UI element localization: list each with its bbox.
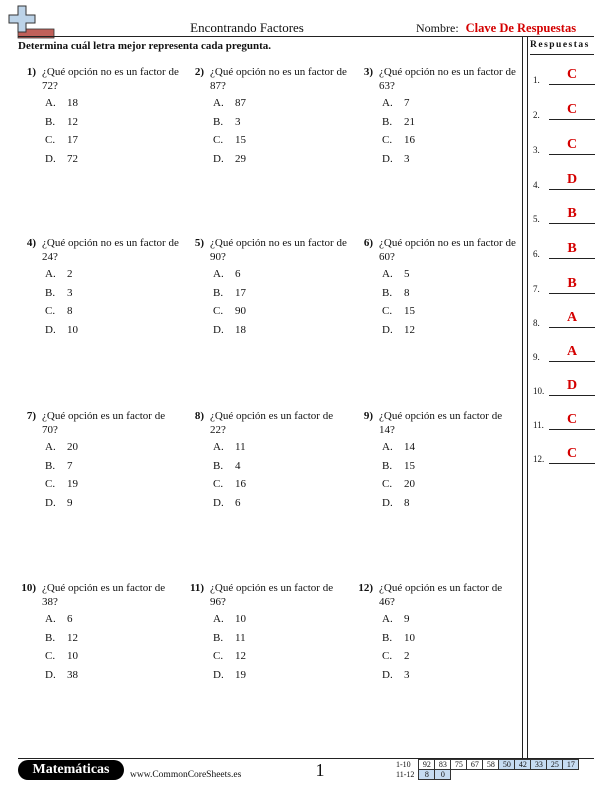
question-number: 7) [26, 410, 36, 422]
option-value: 2 [404, 650, 410, 662]
option [213, 668, 246, 687]
option-letter: A. [213, 268, 224, 280]
page-number: 1 [315, 760, 325, 780]
option [213, 477, 246, 496]
option-value: 6 [67, 613, 73, 625]
question-text: ¿Qué opción no es un factor de 90? [210, 237, 347, 263]
option-letter: B. [213, 286, 224, 299]
question-number: 3) [363, 66, 373, 78]
answer-value: A [566, 344, 578, 359]
option-value: 38 [67, 668, 78, 681]
answer-row [533, 203, 595, 225]
option-value: 72 [67, 152, 78, 165]
option-letter: A. [382, 441, 393, 453]
option [45, 496, 78, 515]
answer-row [533, 134, 595, 156]
header-divider [18, 36, 594, 37]
option [45, 459, 78, 478]
answer-line [549, 327, 595, 328]
option-letter: C. [213, 305, 224, 317]
option-value: 15 [404, 305, 415, 317]
question-text: ¿Qué opción es un factor de 70? [42, 410, 166, 436]
option [213, 286, 246, 305]
name-value: Clave De Respuestas [465, 21, 577, 35]
answer-line [549, 154, 595, 155]
option-value: 18 [67, 97, 78, 109]
option-list [45, 612, 78, 686]
option-letter: B. [382, 286, 393, 299]
option-value: 7 [404, 97, 410, 109]
option-value: 10 [235, 613, 246, 625]
option-value: 8 [67, 305, 73, 317]
option-value: 12 [235, 650, 246, 662]
answer-value: D [566, 172, 578, 187]
question-number: 10) [21, 582, 36, 594]
option [45, 286, 78, 305]
question-number: 4) [26, 237, 36, 249]
answer-column-divider [522, 36, 523, 758]
option [382, 477, 415, 496]
option-value: 16 [235, 478, 246, 490]
option-letter: A. [382, 97, 393, 109]
option [45, 133, 78, 152]
question-text: ¿Qué opción no es un factor de 72? [42, 66, 179, 92]
option [382, 459, 415, 478]
option [382, 612, 415, 631]
option [213, 459, 246, 478]
answer-row [533, 409, 595, 431]
answer-number: 2. [533, 110, 540, 120]
option [45, 631, 78, 650]
option-value: 17 [235, 286, 246, 299]
option [382, 267, 415, 286]
option-value: 21 [404, 115, 415, 128]
option-letter: C. [382, 134, 393, 146]
option-letter: B. [382, 115, 393, 128]
option [45, 267, 78, 286]
question-text: ¿Qué opción es un factor de 46? [379, 582, 503, 608]
score-row-label: 11-12 [396, 770, 415, 779]
answer-line [549, 223, 595, 224]
option-list [382, 96, 415, 170]
answer-value: C [566, 446, 578, 461]
option-letter: D. [382, 496, 393, 509]
score-cell: 33 [531, 760, 547, 770]
option-value: 17 [67, 134, 78, 146]
option-list [45, 267, 78, 341]
option-letter: B. [213, 115, 224, 128]
option-list [213, 612, 246, 686]
option-letter: B. [45, 286, 56, 299]
answer-row [533, 443, 595, 465]
option-letter: A. [45, 268, 56, 280]
answer-number: 3. [533, 145, 540, 155]
option-value: 5 [404, 268, 410, 280]
option-letter: D. [213, 668, 224, 681]
option-value: 11 [235, 631, 246, 644]
site-url: www.CommonCoreSheets.es [130, 770, 242, 780]
option-value: 16 [404, 134, 415, 146]
option [45, 96, 78, 115]
option [382, 323, 415, 342]
question-number: 8) [194, 410, 204, 422]
option [45, 115, 78, 134]
option-value: 20 [404, 478, 415, 490]
option-letter: C. [45, 650, 56, 662]
question-text: ¿Qué opción no es un factor de 24? [42, 237, 179, 263]
option-letter: A. [213, 441, 224, 453]
option-value: 8 [404, 286, 410, 299]
option-letter: A. [45, 613, 56, 625]
option [45, 649, 78, 668]
option [213, 496, 246, 515]
option-value: 87 [235, 97, 246, 109]
option-value: 2 [67, 268, 73, 280]
answer-line [549, 293, 595, 294]
score-cell: 67 [467, 760, 483, 770]
option [382, 668, 415, 687]
option-letter: A. [45, 441, 56, 453]
option-value: 29 [235, 152, 246, 165]
answer-row [533, 238, 595, 260]
name-label: Nombre: [416, 21, 459, 35]
option-letter: B. [45, 631, 56, 644]
question-text: ¿Qué opción es un factor de 14? [379, 410, 503, 436]
option [213, 133, 246, 152]
option [45, 152, 78, 171]
option-letter: A. [382, 613, 393, 625]
option [213, 649, 246, 668]
score-cell: 8 [419, 770, 435, 780]
option-letter: D. [45, 152, 56, 165]
option-value: 3 [235, 115, 241, 128]
option-letter: B. [45, 115, 56, 128]
option-letter: C. [382, 650, 393, 662]
answer-line [549, 429, 595, 430]
question-text: ¿Qué opción no es un factor de 60? [379, 237, 516, 263]
option-letter: B. [213, 631, 224, 644]
answer-line [549, 84, 595, 85]
subject-badge-label: Matemáticas [32, 762, 110, 777]
option [45, 440, 78, 459]
answer-row [533, 375, 595, 397]
answer-number: 5. [533, 214, 540, 224]
answer-number: 6. [533, 249, 540, 259]
option-letter: C. [45, 478, 56, 490]
answers-heading: Respuestas [530, 40, 590, 50]
option [45, 668, 78, 687]
answer-number: 7. [533, 284, 540, 294]
option [213, 267, 246, 286]
question-text: ¿Qué opción no es un factor de 87? [210, 66, 347, 92]
option [213, 631, 246, 650]
option-value: 11 [235, 441, 246, 453]
option [382, 440, 415, 459]
option-letter: D. [213, 496, 224, 509]
option [45, 304, 78, 323]
option-value: 20 [67, 441, 78, 453]
option-value: 12 [67, 631, 78, 644]
instructions: Determina cuál letra mejor representa cada pregunta. [18, 40, 272, 52]
option-letter: A. [382, 268, 393, 280]
option-letter: D. [45, 496, 56, 509]
option-letter: D. [382, 668, 393, 681]
option-letter: D. [382, 152, 393, 165]
option-letter: D. [213, 152, 224, 165]
option-value: 90 [235, 305, 246, 317]
answer-row [533, 341, 595, 363]
question-number: 11) [189, 582, 204, 594]
option-list [382, 612, 415, 686]
option-letter: D. [45, 668, 56, 681]
option-value: 6 [235, 496, 241, 509]
question-number: 5) [194, 237, 204, 249]
question-number: 6) [363, 237, 373, 249]
score-table [394, 759, 579, 780]
question-number: 9) [363, 410, 373, 422]
answer-number: 9. [533, 352, 540, 362]
option-letter: C. [213, 650, 224, 662]
option-value: 3 [404, 152, 410, 165]
option-letter: B. [382, 631, 393, 644]
answer-value: D [566, 378, 578, 393]
option-list [213, 440, 246, 514]
score-cell: 42 [515, 760, 531, 770]
option [382, 96, 415, 115]
answer-number: 11. [533, 420, 544, 430]
question-text: ¿Qué opción es un factor de 22? [210, 410, 334, 436]
question-number: 2) [194, 66, 204, 78]
option [213, 96, 246, 115]
option [213, 440, 246, 459]
option-letter: C. [45, 305, 56, 317]
option-value: 12 [67, 115, 78, 128]
option-list [45, 96, 78, 170]
option-value: 10 [404, 631, 415, 644]
answer-row [533, 169, 595, 191]
option-list [213, 96, 246, 170]
option [382, 133, 415, 152]
option [382, 631, 415, 650]
score-cell: 83 [435, 760, 451, 770]
option [213, 304, 246, 323]
option [45, 477, 78, 496]
page-title: Encontrando Factores [190, 20, 304, 35]
option-list [382, 440, 415, 514]
option-value: 19 [235, 668, 246, 681]
option-list [213, 267, 246, 341]
option-letter: D. [382, 323, 393, 336]
option-value: 18 [235, 323, 246, 336]
answer-line [549, 361, 595, 362]
answer-value: C [566, 137, 578, 152]
option-value: 14 [404, 441, 415, 453]
option [382, 649, 415, 668]
answer-column-divider-inner [527, 36, 528, 758]
score-cell: 50 [499, 760, 515, 770]
question-text: ¿Qué opción es un factor de 38? [42, 582, 166, 608]
option-letter: C. [382, 305, 393, 317]
option-letter: C. [213, 478, 224, 490]
option [213, 115, 246, 134]
score-row-label: 1-10 [396, 760, 411, 769]
option-value: 12 [404, 323, 415, 336]
answer-number: 8. [533, 318, 540, 328]
score-cell: 58 [483, 760, 499, 770]
option-letter: C. [382, 478, 393, 490]
option-value: 15 [404, 459, 415, 472]
answer-value: B [567, 241, 577, 256]
option-value: 10 [67, 650, 78, 662]
option [213, 612, 246, 631]
option-letter: A. [213, 613, 224, 625]
score-cell: 17 [563, 760, 579, 770]
answer-value: C [566, 412, 578, 427]
option [382, 152, 415, 171]
question-text: ¿Qué opción no es un factor de 63? [379, 66, 516, 92]
answer-value: B [567, 276, 577, 291]
option-value: 3 [67, 286, 73, 299]
option-value: 3 [404, 668, 410, 681]
option-list [45, 440, 78, 514]
score-cell: 25 [547, 760, 563, 770]
option-value: 19 [67, 478, 78, 490]
answer-number: 1. [533, 75, 540, 85]
answer-line [549, 189, 595, 190]
answer-value: C [566, 102, 578, 117]
option-value: 8 [404, 496, 410, 509]
score-row [394, 760, 579, 770]
answer-number: 12. [533, 454, 545, 464]
answer-row [533, 99, 595, 121]
option-letter: A. [45, 97, 56, 109]
question-number: 1) [26, 66, 36, 78]
question-number: 12) [358, 582, 373, 594]
answer-line [549, 258, 595, 259]
answers-heading-rule [530, 54, 594, 55]
option-letter: A. [213, 97, 224, 109]
option [213, 152, 246, 171]
name-field [416, 21, 576, 36]
answer-line [549, 463, 595, 464]
subject-badge [18, 760, 124, 780]
option-letter: D. [45, 323, 56, 336]
option [382, 496, 415, 515]
option-value: 7 [67, 459, 73, 472]
score-cell: 92 [419, 760, 435, 770]
score-row [394, 770, 579, 780]
question-text: ¿Qué opción es un factor de 96? [210, 582, 334, 608]
option-letter: C. [45, 134, 56, 146]
option-list [382, 267, 415, 341]
option-letter: B. [45, 459, 56, 472]
option [382, 286, 415, 305]
option-letter: B. [382, 459, 393, 472]
option-letter: B. [213, 459, 224, 472]
option-letter: D. [213, 323, 224, 336]
answer-value: C [566, 67, 578, 82]
answer-line [549, 395, 595, 396]
score-cell: 0 [435, 770, 451, 780]
option [45, 323, 78, 342]
score-cell: 75 [451, 760, 467, 770]
option [382, 115, 415, 134]
answer-number: 4. [533, 180, 540, 190]
option-value: 9 [67, 496, 73, 509]
answer-line [549, 119, 595, 120]
option-value: 4 [235, 459, 241, 472]
answer-row [533, 64, 595, 86]
answer-row [533, 307, 595, 329]
answer-number: 10. [533, 386, 545, 396]
option-value: 10 [67, 323, 78, 336]
answer-value: A [566, 310, 578, 325]
option [213, 323, 246, 342]
option-letter: C. [213, 134, 224, 146]
option [382, 304, 415, 323]
option-value: 15 [235, 134, 246, 146]
option [45, 612, 78, 631]
answer-row [533, 273, 595, 295]
answer-value: B [567, 206, 577, 221]
option-value: 9 [404, 613, 410, 625]
option-value: 6 [235, 268, 241, 280]
